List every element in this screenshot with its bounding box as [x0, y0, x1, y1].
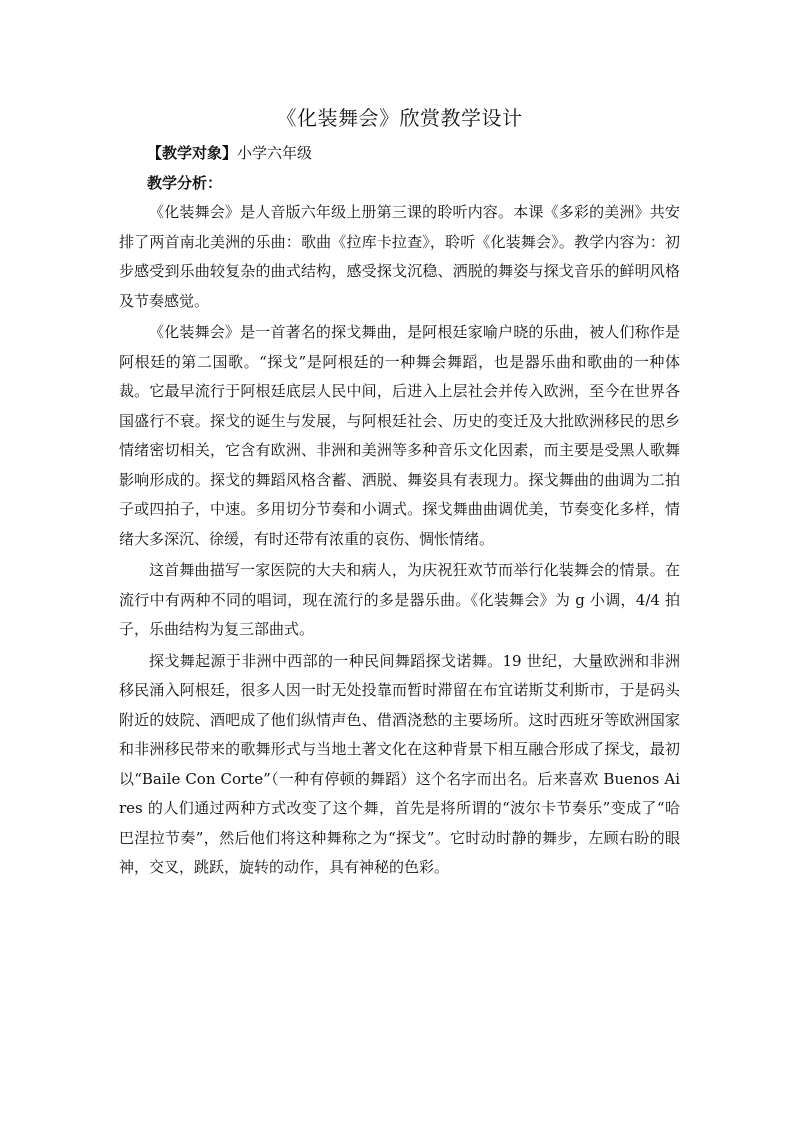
- paragraph-4: 探戈舞起源于非洲中西部的一种民间舞蹈探戈诺舞。19 世纪，大量欧洲和非洲移民涌入阿根廷，很多人因一时无处投靠而暂时滞留在布宜诺斯艾利斯市，于是码头附近的妓院、酒吧成了他们纵情声色、借酒浇愁的主要场所。这时西班牙等欧洲国家和非洲移民带来的歌舞形式与当地土著文化在这种背景下相互融合形成了探戈，最初以“Baile Con Corte”（一种有停顿的舞蹈）这个名字而出名。后来喜欢 Buenos Aires 的人们通过两种方式改变了这个舞，首先是将所谓的“波尔卡节奏乐”变成了“哈巴涅拉节奏”，然后他们将这种舞称之为“探戈”。它时动时静的舞步，左顾右盼的眼神，交叉，跳跃，旋转的动作，具有神秘的色彩。: [119, 651, 680, 876]
- teaching-target-line: [119, 138, 680, 168]
- teaching-target-value: 小学六年级: [237, 144, 313, 162]
- paragraph-3: 这首舞曲描写一家医院的大夫和病人，为庆祝狂欢节而举行化装舞会的情景。在流行中有两种不同的唱词，现在流行的多是器乐曲。《化装舞会》为 g 小调，4/4 拍子，乐曲结构为复三部曲式。: [119, 561, 680, 638]
- teaching-target-label: 【教学对象】: [147, 144, 238, 162]
- document-body: [119, 104, 680, 885]
- paragraph-1: 《化装舞会》是人音版六年级上册第三课的聆听内容。本课《多彩的美洲》共安排了两首南北美洲的乐曲：歌曲《拉库卡拉查》，聆听《化装舞会》。教学内容为：初步感受到乐曲较复杂的曲式结构，感受探戈沉稳、洒脱的舞姿与探戈音乐的鲜明风格及节奏感觉。: [119, 203, 680, 310]
- document-title: 《化装舞会》欣赏教学设计: [276, 106, 523, 130]
- paragraph-2: 《化装舞会》是一首著名的探戈舞曲，是阿根廷家喻户晓的乐曲，被人们称作是阿根廷的第二国歌。“探戈”是阿根廷的一种舞会舞蹈，也是器乐曲和歌曲的一种体裁。它最早流行于阿根廷底层人民中间，后进入上层社会并传入欧洲，至今在世界各国盛行不衰。探戈的诞生与发展，与阿根廷社会、历史的变迁及大批欧洲移民的思乡情绪密切相关，它含有欧洲、非洲和美洲等多种音乐文化因素，而主要是受黑人歌舞影响形成的。探戈的舞蹈风格含蓄、洒脱、舞姿具有表现力。探戈舞曲的曲调为二拍子或四拍子，中速。多用切分节奏和小调式。探戈舞曲曲调优美，节奏变化多样，情绪大多深沉、徐缓，有时还带有浓重的哀伤、惆怅情绪。: [119, 323, 680, 548]
- analysis-heading: 教学分析：: [147, 174, 223, 192]
